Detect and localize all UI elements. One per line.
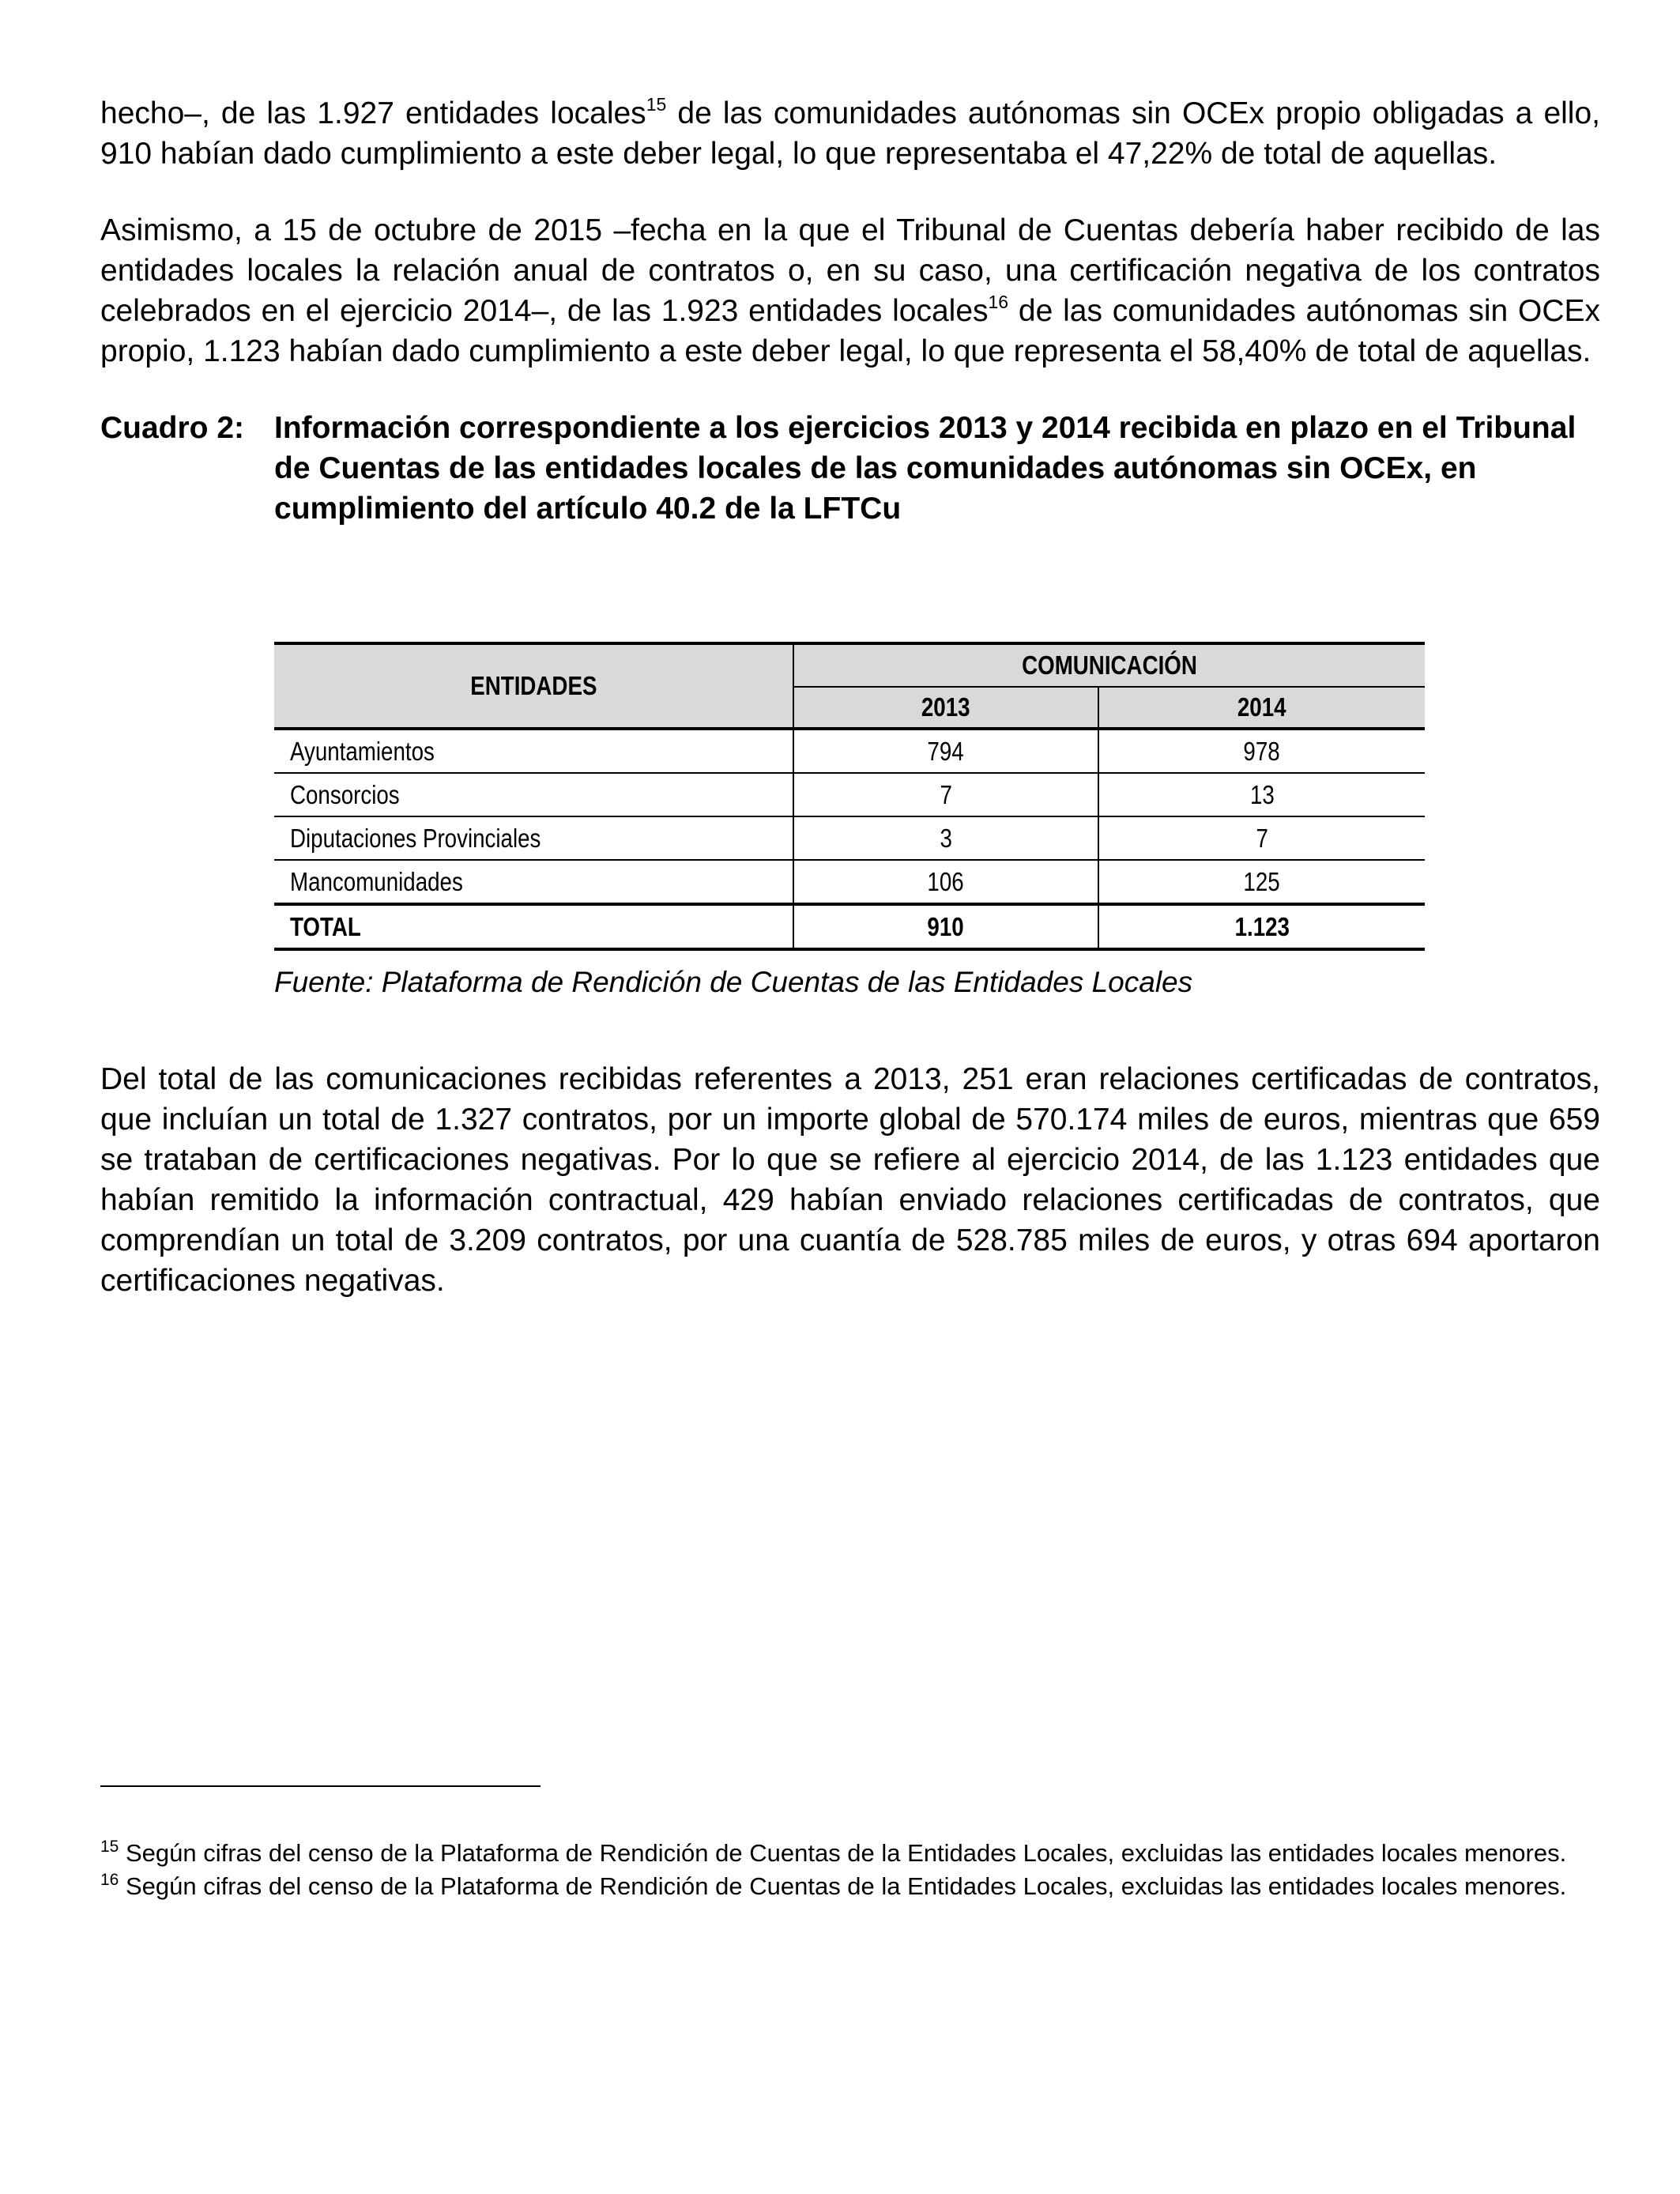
table-row [274,816,1425,860]
caption-text: Información correspondiente a los ejercicios 2013 y 2014 recibida en plazo en el Tribunal de Cuentas de las entidades locales de las comunidades autónomas sin OCEx, en cumplimiento del artículo 40.2 de la LFTCu [274,411,1576,526]
paragraph-1-text-a: hecho–, de las 1.927 entidades locales [100,96,646,130]
table-row [274,860,1425,904]
paragraph-3: Del total de las comunicaciones recibidas referentes a 2013, 251 eran relaciones certificadas de contratos, que incluían un total de 1.327 contratos, por un importe global de 570.174 miles de euros, mientras que 659 se trataban de certificaciones negativas. Por lo que se refiere al ejercicio 2014, de las 1.123 entidades que habían remitido la información contractual, 429 habían enviado relaciones certificadas de contratos, que comprendían un total de 3.209 contratos, por una cuantía de 528.785 miles de euros, y otras 694 aportaron certificaciones negativas. [100,1062,1600,1298]
total-value-2014: 1.123 [1098,904,1425,949]
footnote-ref-16[interactable]: 16 [988,292,1009,312]
table-row [274,773,1425,816]
footnote-text: Según cifras del censo de la Plataforma de Rendición de Cuentas de la Entidades Locales, excluidas las entidades locales menores. [119,1872,1567,1900]
row-value-2013: 7 [793,773,1098,816]
footnote-separator [100,1785,541,1787]
table-total-row [274,904,1425,949]
header-year-2014: 2014 [1098,687,1425,729]
row-value-2013: 794 [793,729,1098,773]
row-name: Diputaciones Provinciales [274,816,793,860]
table-caption [100,408,1600,529]
footnote-16 [100,1870,1600,1903]
document-body [100,93,1600,529]
header-year-2013: 2013 [793,687,1098,729]
total-label: TOTAL [274,904,793,949]
header-comunicacion: COMUNICACIÓN [793,643,1425,687]
row-value-2014: 13 [1098,773,1425,816]
row-name: Mancomunidades [274,860,793,904]
paragraph-3-wrapper [100,1059,1600,1301]
header-entidades: ENTIDADES [274,643,793,729]
paragraph-1 [100,93,1600,174]
row-name: Consorcios [274,773,793,816]
paragraph-1-text-b: de las comunidades autónomas sin OCEx propio obligadas a ello, 910 habían dado cumplimiento a este deber legal, lo que representaba el 47,22% de total de aquellas. [100,96,1600,171]
row-value-2014: 7 [1098,816,1425,860]
footnote-number: 16 [100,1871,119,1889]
table-row [274,729,1425,773]
footnotes [100,1837,1600,1903]
paragraph-2 [100,210,1600,371]
paragraph-2-text-a: Asimismo, a 15 de octubre de 2015 –fecha en la que el Tribunal de Cuentas debería haber recibido de las entidades locales la relación anual de contratos o, en su caso, una certificación negativa de los contratos celebrados en el ejercicio 2014–, de las 1.923 entidades locales [100,213,1600,328]
footnote-number: 15 [100,1838,119,1856]
paragraph-2-text-b: de las comunidades autónomas sin OCEx propio, 1.123 habían dado cumplimiento a este deber legal, lo que representa el 58,40% de total de aquellas. [100,294,1601,368]
footnote-15 [100,1837,1600,1870]
footnote-ref-15[interactable]: 15 [646,94,667,115]
footnote-text: Según cifras del censo de la Plataforma de Rendición de Cuentas de la Entidades Locales, excluidas las entidades locales menores. [119,1839,1567,1867]
caption-label: Cuadro 2: [100,411,245,445]
row-value-2013: 106 [793,860,1098,904]
table-source: Fuente: Plataforma de Rendición de Cuentas de las Entidades Locales [274,966,1193,998]
row-value-2014: 978 [1098,729,1425,773]
row-value-2013: 3 [793,816,1098,860]
row-value-2014: 125 [1098,860,1425,904]
total-value-2013: 910 [793,904,1098,949]
data-table [274,642,1425,951]
row-name: Ayuntamientos [274,729,793,773]
